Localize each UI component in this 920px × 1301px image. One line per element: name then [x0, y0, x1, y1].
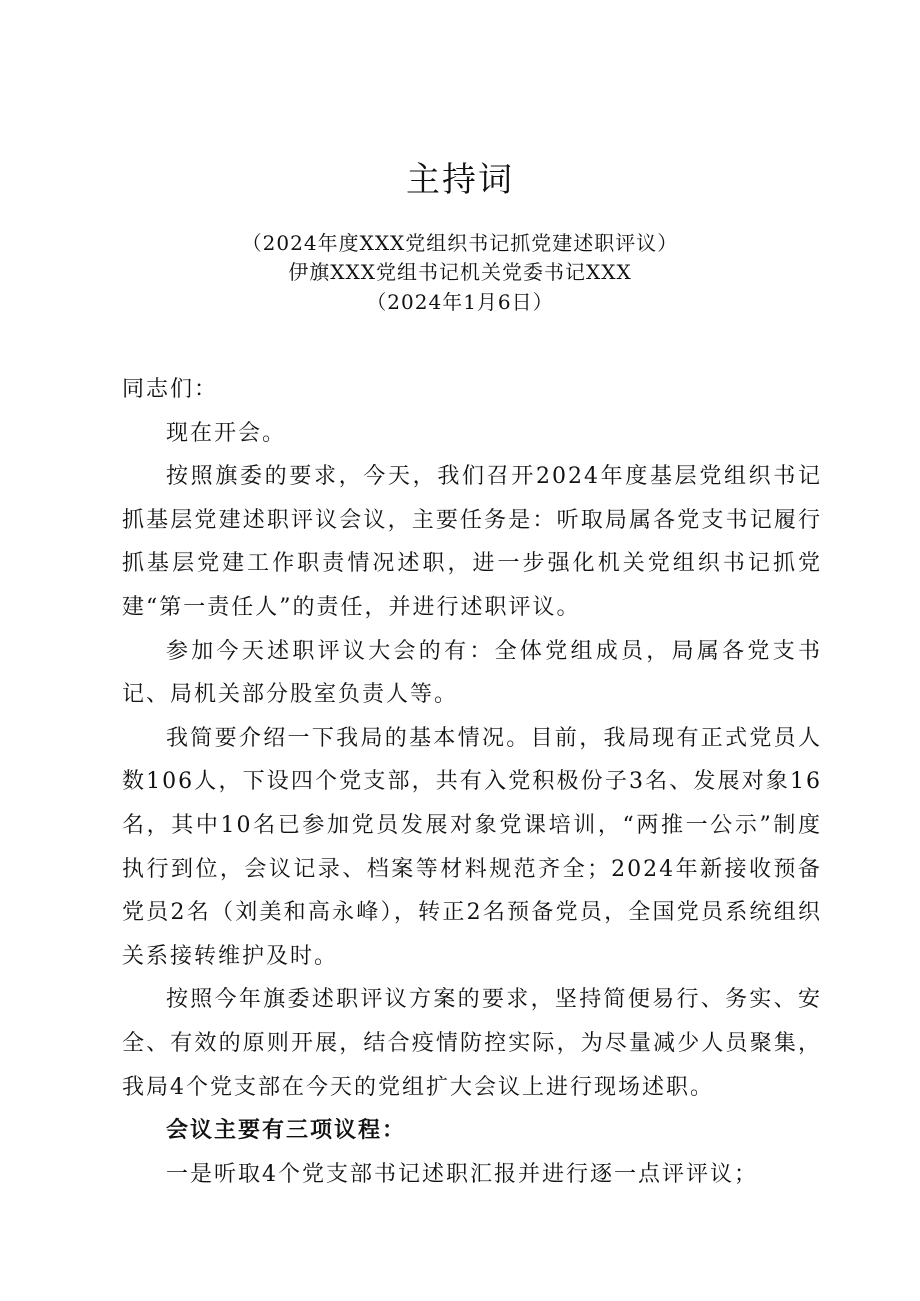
paragraph-overview: 我简要介绍一下我局的基本情况。目前，我局现有正式党员人数106人，下设四个党支部，共有入党积极份子3名、发展对象16名，其中10名已参加党员发展对象党课培训，“两推一公示”制度执行到位，会议记录、档案等材料规范齐全；2024年新接收预备党员2名（刘美和高永峰），转正2名预备党员，全国党员系统组织关系接转维护及时。: [122, 725, 822, 969]
document-title: 主持词: [406, 160, 514, 200]
paragraph-arrangement: 按照今年旗委述职评议方案的要求，坚持简便易行、务实、安全、有效的原则开展，结合疫情防控实际，为尽量减少人员聚集，我局4个党支部在今天的党组扩大会议上进行现场述职。: [122, 987, 822, 1100]
paragraph-opening: 现在开会。: [166, 420, 287, 446]
document-body: [122, 368, 822, 1196]
paragraph-attendees: 参加今天述职评议大会的有：全体党组成员，局属各党支书记、局机关部分股室负责人等。: [122, 638, 822, 708]
agenda-heading: 会议主要有三项议程：: [166, 1117, 407, 1144]
subtitle-speaker: 伊旗XXX党组书记机关党委书记XXX: [288, 260, 632, 284]
subtitle-meeting: （2024年度XXX党组织书记抓党建述职评议）: [241, 231, 679, 255]
subtitle-date: （2024年1月6日）: [366, 290, 554, 314]
salutation: 同志们：: [122, 377, 219, 402]
paragraph-purpose: 按照旗委的要求，今天，我们召开2024年度基层党组织书记抓基层党建述职评议会议，主要任务是：听取局属各党支书记履行抓基层党建工作职责情况述职，进一步强化机关党组织书记抓党建“第一责任人”的责任，并进行述职评议。: [122, 464, 822, 620]
agenda-item-1: 一是听取4个党支部书记述职汇报并进行逐一点评评议；: [166, 1161, 758, 1187]
